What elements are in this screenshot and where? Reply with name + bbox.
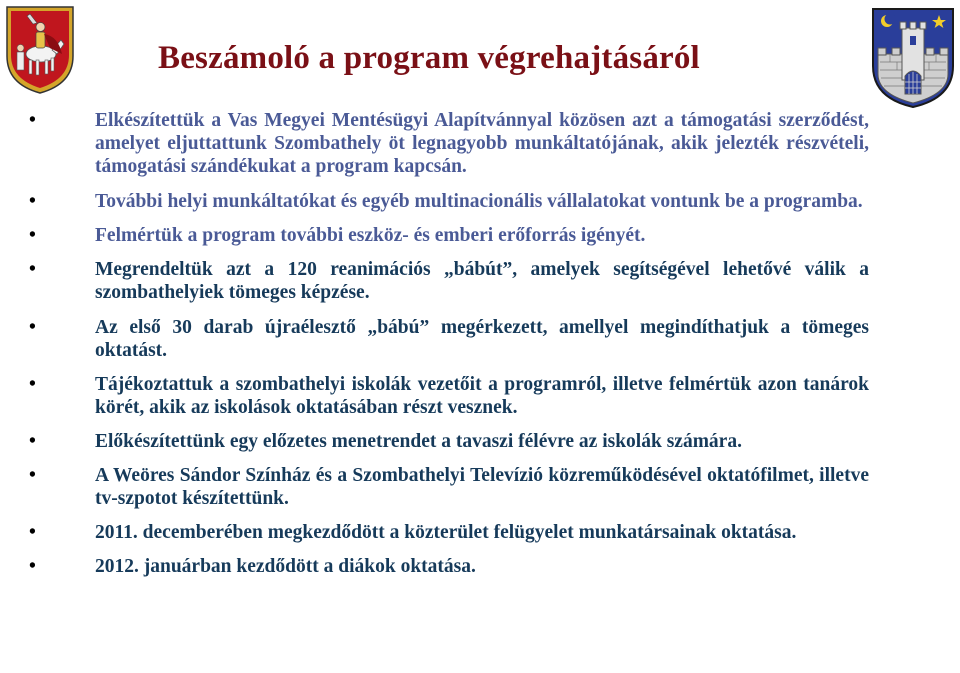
list-item: • A Weöres Sándor Színház és a Szombathelyi Televízió közreműködésével oktatófilmet, illetve tv-szpotot készítettünk.: [95, 464, 869, 510]
list-item: • További helyi munkáltatókat és egyéb multinacionális vállalatokat vontunk be a programba.: [95, 190, 869, 213]
list-item: • 2012. januárban kezdődött a diákok oktatása.: [95, 555, 869, 578]
list-item: • Megrendeltük azt a 120 reanimációs „bábút”, amelyek segítségével lehetővé válik a szombathelyiek tömeges képzése.: [95, 258, 869, 304]
list-item: • Előkészítettünk egy előzetes menetrendet a tavaszi félévre az iskolák számára.: [95, 430, 869, 453]
page-title: Beszámoló a program végrehajtásáról: [158, 40, 700, 76]
list-item: • Felmértük a program további eszköz- és emberi erőforrás igényét.: [95, 224, 869, 247]
list-item: • Elkészítettük a Vas Megyei Mentésügyi Alapítvánnyal közösen azt a támogatási szerződést, amelyet eljuttattunk Szombathely öt legnagyobb munkáltatójának, akik jelezték részvételi, támogatási szándékukat a program kapcsán.: [95, 109, 869, 178]
city-coat-of-arms-icon: [870, 6, 956, 110]
list-item: • Tájékoztattuk a szombathelyi iskolák vezetőit a programról, illetve felmértük azon tanárok körét, akik az iskolások oktatásában részt vesznek.: [95, 373, 869, 419]
bullet-list: [0, 109, 960, 578]
list-item: • Az első 30 darab újraélesztő „bábú” megérkezett, amellyel megindíthatjuk a tömeges oktatást.: [95, 316, 869, 362]
list-item: • 2011. decemberében megkezdődött a közterület felügyelet munkatársainak oktatása.: [95, 521, 869, 544]
county-coat-of-arms-icon: [4, 4, 76, 96]
